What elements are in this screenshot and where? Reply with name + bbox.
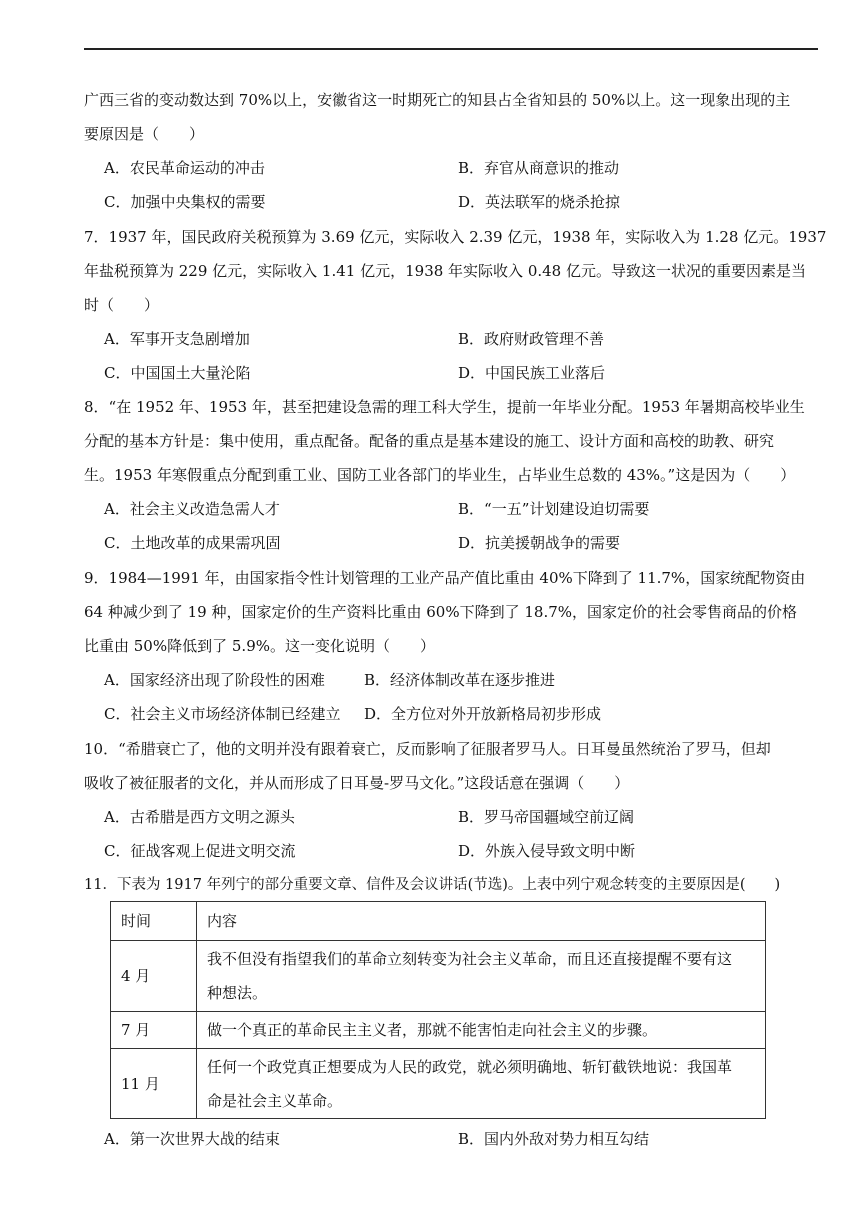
option-b[interactable]: B．弃官从商意识的推动 <box>458 159 620 177</box>
lenin-table <box>110 901 766 1119</box>
question-text: 广西三省的变动数达到 70%以上，安徽省这一时期死亡的知县占全省知县的 50%以上。这一现象出现的主 <box>84 91 791 109</box>
table-header-time: 时间 <box>111 902 197 941</box>
option-c[interactable]: C．加强中央集权的需要 <box>104 193 266 211</box>
table-row <box>111 1012 766 1049</box>
table-cell-time: 11 月 <box>111 1049 197 1119</box>
question-8-text: 8．“在 1952 年、1953 年，甚至把建设急需的理工科大学生，提前一年毕业分配。1953 年暑期高校毕业生 <box>84 398 805 416</box>
q9-option-a[interactable]: A．国家经济出现了阶段性的困难 <box>104 671 325 689</box>
question-7-text: 年盐税预算为 229 亿元，实际收入 1.41 亿元，1938 年实际收入 0.48 亿元。导致这一状况的重要因素是当 <box>84 262 806 280</box>
option-a[interactable]: A．农民革命运动的冲击 <box>104 159 265 177</box>
q7-option-c[interactable]: C．中国国土大量沦陷 <box>104 364 251 382</box>
q8-option-c[interactable]: C．土地改革的成果需巩固 <box>104 534 281 552</box>
question-10-text: 10．“希腊衰亡了，他的文明并没有跟着衰亡，反而影响了征服者罗马人。日耳曼虽然统治了罗马，但却 <box>84 740 771 758</box>
q8-option-b[interactable]: B．“一五”计划建设迫切需要 <box>458 500 650 518</box>
q10-option-a[interactable]: A．古希腊是西方文明之源头 <box>104 808 295 826</box>
q9-option-b[interactable]: B．经济体制改革在逐步推进 <box>364 671 556 689</box>
table-cell-time: 7 月 <box>111 1012 197 1049</box>
table-cell-content-line: 种想法。 <box>207 984 268 1002</box>
q10-option-b[interactable]: B．罗马帝国疆域空前辽阔 <box>458 808 635 826</box>
option-d[interactable]: D．英法联军的烧杀抢掠 <box>458 193 621 211</box>
table-cell-content-line: 命是社会主义革命。 <box>207 1091 343 1110</box>
question-text: 要原因是（ ） <box>84 125 205 143</box>
q10-option-d[interactable]: D．外族入侵导致文明中断 <box>458 842 636 860</box>
question-8-text: 分配的基本方针是：集中使用，重点配备。配备的重点是基本建设的施工、设计方面和高校的助教、研究 <box>84 432 775 450</box>
q7-option-d[interactable]: D．中国民族工业落后 <box>458 364 606 382</box>
table-header-content: 内容 <box>197 902 766 941</box>
question-9-text: 9．1984—1991 年，由国家指令性计划管理的工业产品产值比重由 40%下降到了 11.7%，国家统配物资由 <box>84 569 806 587</box>
question-7-text: 时（ ） <box>84 296 160 314</box>
q8-option-d[interactable]: D．抗美援朝战争的需要 <box>458 534 621 552</box>
table-cell-time: 4 月 <box>111 941 197 1012</box>
question-11-text: 11．下表为 1917 年列宁的部分重要文章、信件及会议讲话(节选)。上表中列宁观念转变的主要原因是( ) <box>84 877 781 893</box>
q8-option-a[interactable]: A．社会主义改造急需人才 <box>104 500 280 518</box>
table-cell-content <box>197 1049 766 1119</box>
q10-option-c[interactable]: C．征战客观上促进文明交流 <box>104 842 296 860</box>
q9-option-c[interactable]: C．社会主义市场经济体制已经建立 <box>104 705 341 723</box>
header-rule <box>84 48 818 50</box>
question-10-text: 吸收了被征服者的文化，并从而形成了日耳曼-罗马文化。”这段话意在强调（ ） <box>84 774 630 792</box>
q7-option-b[interactable]: B．政府财政管理不善 <box>458 330 605 348</box>
question-7-text: 7．1937 年，国民政府关税预算为 3.69 亿元，实际收入 2.39 亿元，1938 年，实际收入为 1.28 亿元。1937 <box>84 228 827 246</box>
question-9-text: 64 种减少到了 19 种，国家定价的生产资料比重由 60%下降到了 18.7%，国家定价的社会零售商品的价格 <box>84 603 798 621</box>
table-cell-content-line: 我不但没有指望我们的革命立刻转变为社会主义革命，而且还直接提醒不要有这 <box>207 950 733 968</box>
table-cell-content <box>197 941 766 1012</box>
table-cell-content-line: 任何一个政党真正想要成为人民的政党，就必须明确地、斩钉截铁地说：我国革 <box>207 1057 733 1076</box>
table-row <box>111 941 766 1012</box>
q9-option-d[interactable]: D．全方位对外开放新格局初步形成 <box>364 705 602 723</box>
table-cell-content: 做一个真正的革命民主主义者，那就不能害怕走向社会主义的步骤。 <box>197 1012 766 1049</box>
question-8-text: 生。1953 年寒假重点分配到重工业、国防工业各部门的毕业生，占毕业生总数的 43%。”这是因为（ ） <box>84 466 796 484</box>
q7-option-a[interactable]: A．军事开支急剧增加 <box>104 330 250 348</box>
q11-option-b[interactable]: B．国内外敌对势力相互勾结 <box>458 1130 650 1148</box>
table-row <box>111 1049 766 1119</box>
question-9-text: 比重由 50%降低到了 5.9%。这一变化说明（ ） <box>84 637 435 655</box>
q11-option-a[interactable]: A．第一次世界大战的结束 <box>104 1130 280 1148</box>
